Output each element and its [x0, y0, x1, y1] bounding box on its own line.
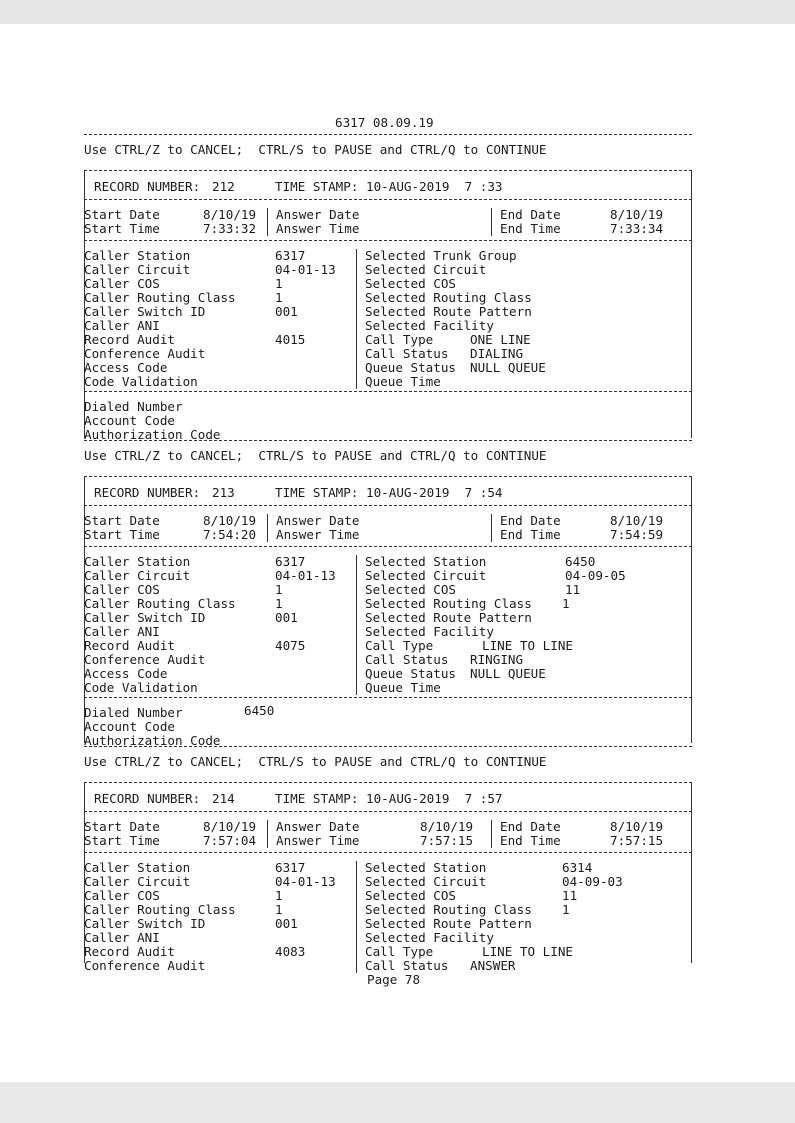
caller-routing-class-label: Caller Routing Class: [84, 596, 236, 611]
caller-circuit-value: 04-01-13: [275, 568, 336, 583]
dialed-number-value: 6450: [244, 703, 275, 718]
selected-cos-value: 11: [562, 888, 578, 903]
separator: [84, 240, 692, 241]
caller-circuit-label: Caller Circuit: [84, 568, 191, 583]
answer-date-value: 8/10/19: [420, 819, 474, 834]
start-time-value: 7:33:32: [203, 221, 257, 236]
record-number-value: 213: [212, 485, 235, 500]
selected-circuit-label: Selected Circuit: [365, 568, 487, 583]
separator: [84, 476, 692, 477]
call-type-label: Call Type: [365, 332, 434, 347]
caller-switch-id-label: Caller Switch ID: [84, 916, 206, 931]
selected-route-pattern-label: Selected Route Pattern: [365, 610, 532, 625]
record-audit-value: 4083: [275, 944, 306, 959]
caller-cos-value: 1: [275, 888, 283, 903]
queue-status-label: Queue Status: [365, 666, 456, 681]
caller-routing-class-value: 1: [275, 596, 283, 611]
end-time-label: End Time: [500, 221, 561, 236]
call-status-label: Call Status: [365, 652, 449, 667]
selected-cos-label: Selected COS: [365, 582, 456, 597]
selected-cos-label: Selected COS: [365, 276, 456, 291]
call-type-value: LINE TO LINE: [482, 638, 573, 653]
dialed-number-label: Dialed Number: [84, 705, 183, 720]
caller-circuit-label: Caller Circuit: [84, 874, 191, 889]
code-validation-label: Code Validation: [84, 680, 198, 695]
end-time-label: End Time: [500, 833, 561, 848]
caller-routing-class-value: 1: [275, 902, 283, 917]
record-number-value: 214: [212, 791, 235, 806]
start-time-label: Start Time: [84, 833, 160, 848]
column-divider: [356, 861, 357, 973]
caller-station-label: Caller Station: [84, 860, 191, 875]
start-time-value: 7:54:20: [203, 527, 257, 542]
caller-switch-id-value: 001: [275, 304, 298, 319]
answer-date-label: Answer Date: [276, 513, 360, 528]
time-stamp-value: 10-AUG-2019 7 :57: [366, 791, 503, 806]
selected-routing-class-label: Selected Routing Class: [365, 902, 532, 917]
end-date-value: 8/10/19: [610, 819, 664, 834]
separator: [84, 199, 692, 200]
ctrl-instruction-line: Use CTRL/Z to CANCEL; CTRL/S to PAUSE and CTRL/Q to CONTINUE: [84, 142, 547, 157]
start-time-value: 7:57:04: [203, 833, 257, 848]
start-time-label: Start Time: [84, 221, 160, 236]
selected-facility-label: Selected Facility: [365, 624, 494, 639]
conference-audit-label: Conference Audit: [84, 652, 206, 667]
time-stamp-value: 10-AUG-2019 7 :54: [366, 485, 503, 500]
caller-station-value: 6317: [275, 248, 306, 263]
selected-cos-value: 11: [565, 582, 581, 597]
record-audit-value: 4015: [275, 332, 306, 347]
start-date-value: 8/10/19: [203, 819, 257, 834]
separator: [84, 134, 692, 135]
conference-audit-label: Conference Audit: [84, 958, 206, 973]
selected-route-pattern-label: Selected Route Pattern: [365, 916, 532, 931]
queue-time-label: Queue Time: [365, 680, 441, 695]
call-status-value: RINGING: [470, 652, 524, 667]
selected-facility-label: Selected Facility: [365, 930, 494, 945]
end-date-label: End Date: [500, 207, 561, 222]
answer-date-label: Answer Date: [276, 207, 360, 222]
caller-switch-id-label: Caller Switch ID: [84, 304, 206, 319]
start-date-value: 8/10/19: [203, 513, 257, 528]
answer-time-label: Answer Time: [276, 527, 360, 542]
answer-date-label: Answer Date: [276, 819, 360, 834]
caller-routing-class-label: Caller Routing Class: [84, 290, 236, 305]
separator: [84, 170, 692, 171]
call-status-value: DIALING: [470, 346, 524, 361]
call-type-value: LINE TO LINE: [482, 944, 573, 959]
record-audit-label: Record Audit: [84, 944, 175, 959]
ctrl-instruction-line: Use CTRL/Z to CANCEL; CTRL/S to PAUSE and CTRL/Q to CONTINUE: [84, 448, 547, 463]
call-status-value: ANSWER: [470, 958, 516, 973]
separator: [84, 852, 692, 853]
access-code-label: Access Code: [84, 666, 168, 681]
column-divider: [356, 249, 357, 389]
queue-time-label: Queue Time: [365, 374, 441, 389]
code-validation-label: Code Validation: [84, 374, 198, 389]
start-time-label: Start Time: [84, 527, 160, 542]
call-type-label: Call Type: [365, 638, 434, 653]
caller-station-value: 6317: [275, 554, 306, 569]
authorization-code-label: Authorization Code: [84, 427, 221, 442]
record-number-label: RECORD NUMBER:: [94, 179, 201, 194]
selected-station-label: Selected Station: [365, 860, 487, 875]
answer-time-label: Answer Time: [276, 833, 360, 848]
record-right-border: [691, 783, 692, 963]
record-audit-label: Record Audit: [84, 332, 175, 347]
separator: [84, 391, 692, 392]
separator: [84, 697, 692, 698]
queue-status-value: NULL QUEUE: [470, 666, 546, 681]
selected-route-pattern-label: Selected Route Pattern: [365, 304, 532, 319]
separator: [84, 546, 692, 547]
queue-status-value: NULL QUEUE: [470, 360, 546, 375]
ctrl-instruction-line: Use CTRL/Z to CANCEL; CTRL/S to PAUSE and CTRL/Q to CONTINUE: [84, 754, 547, 769]
call-status-label: Call Status: [365, 958, 449, 973]
caller-circuit-label: Caller Circuit: [84, 262, 191, 277]
selected-circuit-label: Selected Circuit: [365, 874, 487, 889]
column-divider: [267, 514, 268, 542]
separator: [84, 782, 692, 783]
time-stamp-label: TIME STAMP:: [275, 791, 359, 806]
selected-circuit-label: Selected Circuit: [365, 262, 487, 277]
time-stamp-label: TIME STAMP:: [275, 485, 359, 500]
separator: [84, 811, 692, 812]
account-code-label: Account Code: [84, 413, 175, 428]
selected-routing-class-label: Selected Routing Class: [365, 290, 532, 305]
start-date-label: Start Date: [84, 819, 160, 834]
caller-ani-label: Caller ANI: [84, 930, 160, 945]
end-date-label: End Date: [500, 513, 561, 528]
selected-facility-label: Selected Facility: [365, 318, 494, 333]
record-number-label: RECORD NUMBER:: [94, 791, 201, 806]
selected-cos-label: Selected COS: [365, 888, 456, 903]
caller-station-value: 6317: [275, 860, 306, 875]
call-type-label: Call Type: [365, 944, 434, 959]
selected-routing-class-label: Selected Routing Class: [365, 596, 532, 611]
caller-ani-label: Caller ANI: [84, 624, 160, 639]
end-time-value: 7:54:59: [610, 527, 664, 542]
authorization-code-label: Authorization Code: [84, 733, 221, 748]
selected-station-value: 6314: [562, 860, 593, 875]
conference-audit-label: Conference Audit: [84, 346, 206, 361]
separator: [84, 505, 692, 506]
caller-cos-value: 1: [275, 276, 283, 291]
record-right-border: [691, 171, 692, 438]
column-divider: [491, 820, 492, 848]
end-date-label: End Date: [500, 819, 561, 834]
call-type-value: ONE LINE: [470, 332, 531, 347]
caller-cos-label: Caller COS: [84, 276, 160, 291]
end-date-value: 8/10/19: [610, 207, 664, 222]
record-audit-label: Record Audit: [84, 638, 175, 653]
selected-trunk-group-label: Selected Trunk Group: [365, 248, 517, 263]
dialed-number-label: Dialed Number: [84, 399, 183, 414]
separator: [84, 746, 692, 747]
caller-station-label: Caller Station: [84, 554, 191, 569]
record-number-value: 212: [212, 179, 235, 194]
caller-cos-label: Caller COS: [84, 582, 160, 597]
caller-switch-id-value: 001: [275, 916, 298, 931]
answer-time-value: 7:57:15: [420, 833, 474, 848]
selected-circuit-value: 04-09-03: [562, 874, 623, 889]
account-code-label: Account Code: [84, 719, 175, 734]
access-code-label: Access Code: [84, 360, 168, 375]
caller-switch-id-value: 001: [275, 610, 298, 625]
caller-cos-value: 1: [275, 582, 283, 597]
answer-time-label: Answer Time: [276, 221, 360, 236]
caller-switch-id-label: Caller Switch ID: [84, 610, 206, 625]
selected-station-value: 6450: [565, 554, 596, 569]
selected-routing-class-value: 1: [562, 902, 570, 917]
caller-routing-class-value: 1: [275, 290, 283, 305]
column-divider: [267, 208, 268, 236]
caller-ani-label: Caller ANI: [84, 318, 160, 333]
column-divider: [267, 820, 268, 848]
time-stamp-value: 10-AUG-2019 7 :33: [366, 179, 503, 194]
selected-circuit-value: 04-09-05: [565, 568, 626, 583]
time-stamp-label: TIME STAMP:: [275, 179, 359, 194]
end-time-value: 7:33:34: [610, 221, 664, 236]
queue-status-label: Queue Status: [365, 360, 456, 375]
end-time-value: 7:57:15: [610, 833, 664, 848]
caller-circuit-value: 04-01-13: [275, 874, 336, 889]
page-header: 6317 08.09.19: [335, 115, 434, 130]
end-time-label: End Time: [500, 527, 561, 542]
column-divider: [491, 514, 492, 542]
record-audit-value: 4075: [275, 638, 306, 653]
start-date-label: Start Date: [84, 207, 160, 222]
selected-routing-class-value: 1: [562, 596, 570, 611]
caller-circuit-value: 04-01-13: [275, 262, 336, 277]
call-status-label: Call Status: [365, 346, 449, 361]
record-right-border: [691, 477, 692, 743]
selected-station-label: Selected Station: [365, 554, 487, 569]
caller-cos-label: Caller COS: [84, 888, 160, 903]
page-footer: Page 78: [367, 972, 421, 987]
start-date-value: 8/10/19: [203, 207, 257, 222]
record-number-label: RECORD NUMBER:: [94, 485, 201, 500]
end-date-value: 8/10/19: [610, 513, 664, 528]
column-divider: [356, 555, 357, 695]
caller-station-label: Caller Station: [84, 248, 191, 263]
separator: [84, 440, 692, 441]
start-date-label: Start Date: [84, 513, 160, 528]
caller-routing-class-label: Caller Routing Class: [84, 902, 236, 917]
column-divider: [491, 208, 492, 236]
